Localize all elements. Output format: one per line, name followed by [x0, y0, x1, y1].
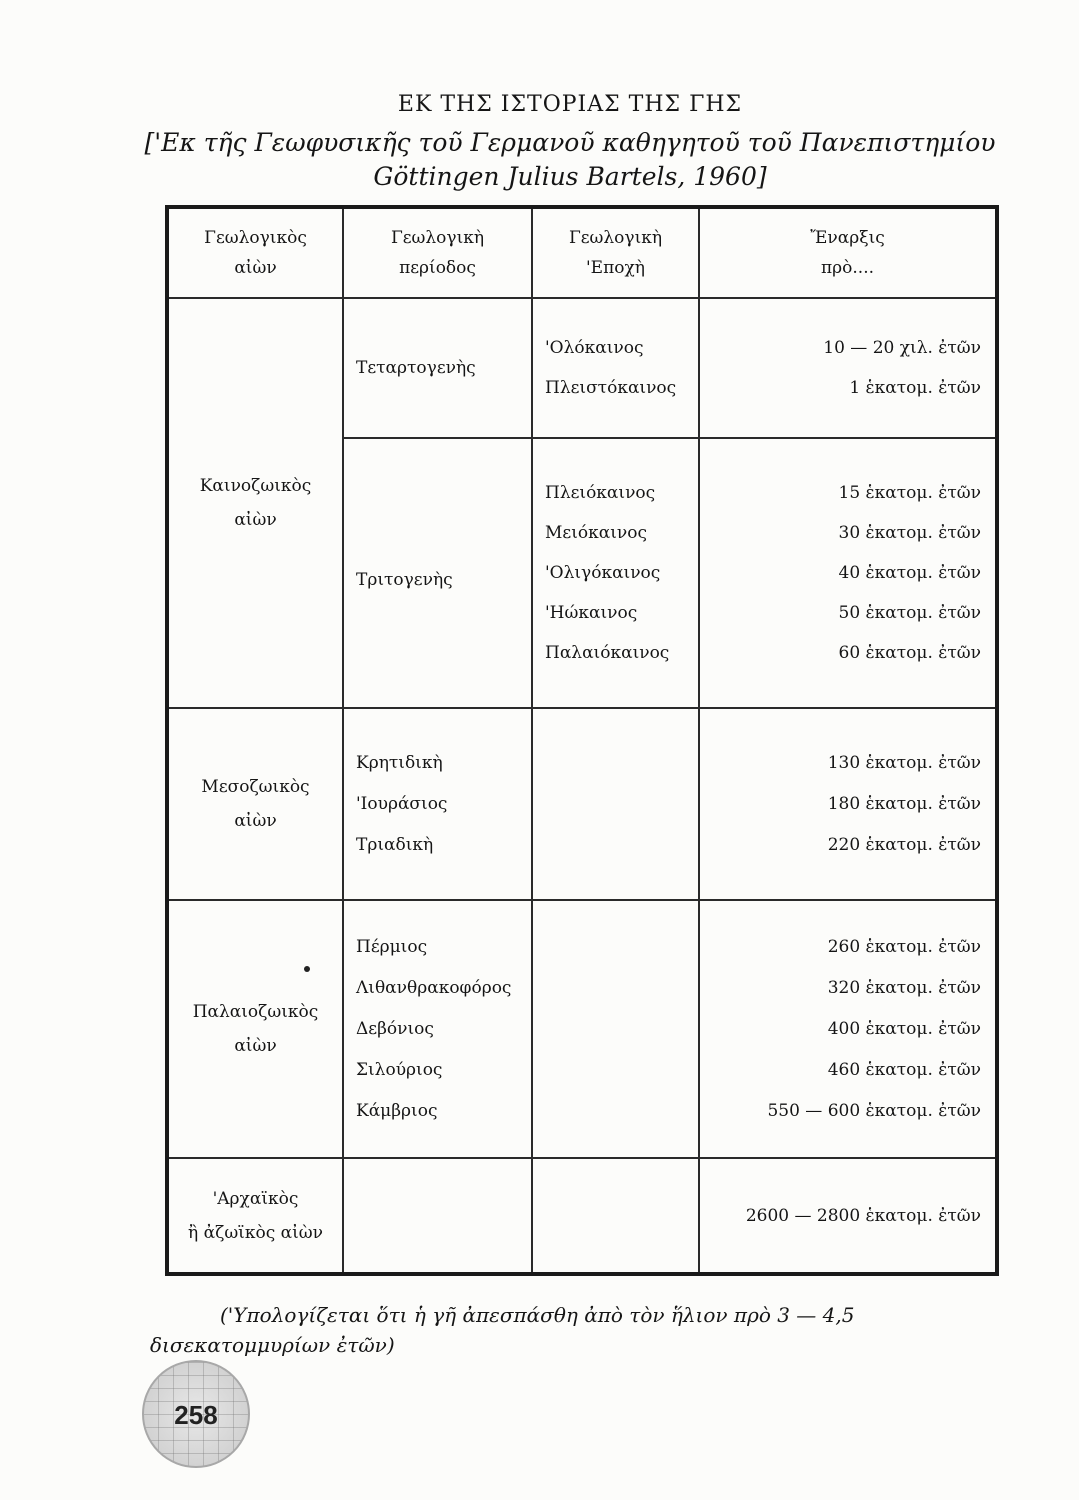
period-tertiary: Τριτογενὴς	[343, 438, 532, 708]
table-row	[167, 900, 997, 1158]
dates-paleozoic	[699, 900, 997, 1158]
dates-quaternary	[699, 298, 997, 438]
source-line-1: ['Εκ τῆς Γεωφυσικῆς τοῦ Γερμανοῦ καθηγητοῦ τοῦ Πανεπιστημίου	[144, 128, 996, 157]
table-row	[167, 1158, 997, 1274]
table-row	[167, 298, 997, 438]
page-number: 258	[174, 1400, 218, 1430]
eon-paleozoic: Παλαιοζωικὸς αἰὼν	[167, 900, 343, 1158]
epochs-mesozoic-empty	[532, 708, 699, 900]
list-item: 460 ἑκατομ. ἐτῶν	[827, 1059, 981, 1080]
list-item: 10 — 20 χιλ. ἐτῶν	[823, 338, 981, 358]
header-start: Ἔναρξις πρὸ....	[699, 207, 997, 298]
list-item: Μειόκαινος	[545, 523, 647, 543]
header-epoch: Γεωλογικὴ 'Εποχὴ	[532, 207, 699, 298]
list-item: 400 ἑκατομ. ἐτῶν	[827, 1018, 981, 1039]
periods-mesozoic	[343, 708, 532, 900]
list-item: Πέρμιος	[356, 936, 428, 957]
list-item: 15 ἑκατομ. ἐτῶν	[838, 483, 981, 503]
list-item: 220 ἑκατομ. ἐτῶν	[827, 834, 981, 855]
period-archaic-empty	[343, 1158, 532, 1274]
dates-tertiary	[699, 438, 997, 708]
list-item: Πλειστόκαινος	[545, 378, 677, 398]
list-item: Πλειόκαινος	[545, 483, 656, 503]
list-item: 60 ἑκατομ. ἐτῶν	[838, 643, 981, 663]
list-item: Λιθανθρακοφόρος	[356, 977, 512, 998]
list-item: Σιλούριος	[356, 1059, 443, 1080]
page-heading: ΕΚ ΤΗΣ ΙΣΤΟΡΙΑΣ ΤΗΣ ΓΗΣ	[397, 92, 743, 117]
epochs-tertiary	[532, 438, 699, 708]
list-item: 260 ἑκατομ. ἐτῶν	[827, 936, 981, 957]
source-line-2: Göttingen Julius Bartels, 1960]	[373, 162, 767, 191]
header-eon: Γεωλογικὸς αἰὼν	[167, 207, 343, 298]
dates-archaic	[699, 1158, 997, 1274]
epochs-quaternary	[532, 298, 699, 438]
list-item: 'Ιουράσιος	[356, 793, 448, 814]
list-item: Τριαδικὴ	[356, 834, 434, 855]
list-item: 30 ἑκατομ. ἐτῶν	[838, 523, 981, 543]
geological-time-table	[165, 205, 999, 1276]
period-quaternary: Τεταρτογενὴς	[343, 298, 532, 438]
periods-paleozoic	[343, 900, 532, 1158]
epoch-archaic-empty	[532, 1158, 699, 1274]
list-item: 50 ἑκατομ. ἐτῶν	[838, 603, 981, 623]
dates-mesozoic	[699, 708, 997, 900]
eon-mesozoic: Μεσοζωικὸς αἰὼν	[167, 708, 343, 900]
list-item: 2600 — 2800 ἑκατομ. ἐτῶν	[745, 1205, 981, 1226]
list-item: 'Ολιγόκαινος	[545, 563, 661, 583]
list-item: 'Ηώκαινος	[545, 603, 638, 623]
list-item: 320 ἑκατομ. ἐτῶν	[827, 977, 981, 998]
list-item: 1 ἑκατομ. ἐτῶν	[849, 378, 981, 398]
list-item: 'Ολόκαινος	[545, 338, 644, 358]
list-item: 550 — 600 ἑκατομ. ἐτῶν	[767, 1100, 981, 1121]
epochs-paleozoic-empty	[532, 900, 699, 1158]
list-item: Παλαιόκαινος	[545, 643, 670, 663]
eon-cenozoic: Καινοζωικὸς αἰὼν	[167, 298, 343, 708]
list-item: 180 ἑκατομ. ἐτῶν	[827, 793, 981, 814]
list-item: 40 ἑκατομ. ἐτῶν	[838, 563, 981, 583]
header-period: Γεωλογικὴ περίοδος	[343, 207, 532, 298]
list-item: Δεβόνιος	[356, 1018, 434, 1039]
list-item: 130 ἑκατομ. ἐτῶν	[827, 752, 981, 773]
list-item: Κάμβριος	[356, 1100, 438, 1121]
table-row	[167, 708, 997, 900]
footnote: ('Υπολογίζεται ὅτι ἡ γῆ ἀπεσπάσθη ἀπὸ τὸν ἥλιον πρὸ 3 — 4,5 δισεκατομμυρίων ἐτῶν)	[150, 1303, 855, 1357]
globe-icon	[142, 1360, 250, 1468]
table-header-row	[167, 207, 997, 298]
source-citation	[120, 126, 1020, 194]
list-item: Κρητιδικὴ	[356, 752, 443, 773]
ink-dot	[304, 966, 310, 972]
eon-archaic: 'Αρχαϊκὸς ἢ ἀζωϊκὸς αἰὼν	[167, 1158, 343, 1274]
